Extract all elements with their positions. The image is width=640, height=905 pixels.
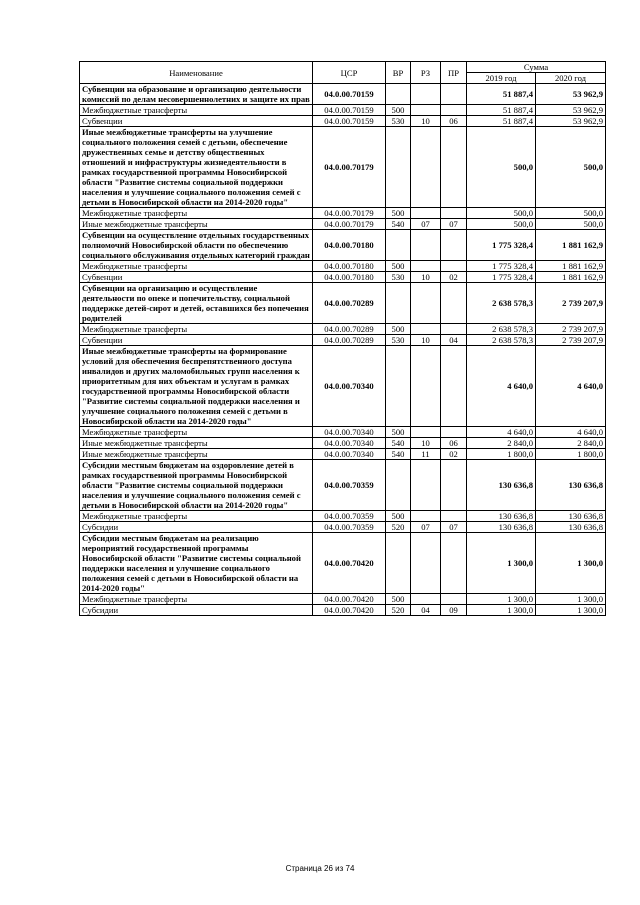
cell-rz: 10: [411, 116, 441, 127]
table-row: [80, 522, 606, 533]
cell-pr: 06: [441, 438, 467, 449]
cell-pr: [441, 127, 467, 208]
cell-csr: 04.0.00.70179: [313, 127, 386, 208]
cell-name: Иные межбюджетные трансферты: [80, 219, 313, 230]
cell-rz: [411, 346, 441, 427]
cell-pr: [441, 261, 467, 272]
table-header: [80, 62, 606, 84]
cell-pr: 07: [441, 219, 467, 230]
cell-rz: 04: [411, 605, 441, 616]
cell-2020: 500,0: [536, 127, 606, 208]
cell-2019: 500,0: [467, 208, 536, 219]
cell-2019: 2 840,0: [467, 438, 536, 449]
cell-rz: [411, 533, 441, 594]
cell-pr: [441, 511, 467, 522]
cell-name: Межбюджетные трансферты: [80, 427, 313, 438]
table-row-program: [80, 346, 606, 427]
cell-vr: 530: [386, 335, 411, 346]
table-body: [80, 84, 606, 616]
cell-2020: 130 636,8: [536, 522, 606, 533]
table-row-program: [80, 460, 606, 511]
cell-rz: [411, 230, 441, 261]
cell-rz: 11: [411, 449, 441, 460]
header-name: Наименование: [80, 62, 313, 84]
cell-vr: 540: [386, 438, 411, 449]
cell-name: Межбюджетные трансферты: [80, 594, 313, 605]
cell-vr: [386, 533, 411, 594]
cell-csr: 04.0.00.70289: [313, 324, 386, 335]
cell-vr: [386, 460, 411, 511]
table-row: [80, 105, 606, 116]
page-footer: Страница 26 из 74: [285, 864, 355, 873]
cell-2020: 1 800,0: [536, 449, 606, 460]
header-sum: Сумма: [467, 62, 606, 73]
table-row: [80, 438, 606, 449]
table-row: [80, 335, 606, 346]
cell-2020: 4 640,0: [536, 346, 606, 427]
cell-pr: 07: [441, 522, 467, 533]
cell-csr: 04.0.00.70359: [313, 511, 386, 522]
cell-vr: 530: [386, 272, 411, 283]
cell-pr: [441, 346, 467, 427]
cell-csr: 04.0.00.70420: [313, 533, 386, 594]
cell-2020: 2 739 207,9: [536, 324, 606, 335]
cell-pr: 04: [441, 335, 467, 346]
cell-2019: 500,0: [467, 127, 536, 208]
cell-name: Межбюджетные трансферты: [80, 324, 313, 335]
cell-name: Субсидии местным бюджетам на реализацию мероприятий государственной программы Новосибирской области "Развитие системы социальной поддержки населения и улучшение социального положения семей с детьми в Новосибирской области на 2014-2020 годы": [80, 533, 313, 594]
cell-csr: 04.0.00.70420: [313, 594, 386, 605]
cell-vr: 520: [386, 522, 411, 533]
cell-vr: [386, 84, 411, 105]
table-row-program: [80, 533, 606, 594]
cell-name: Иные межбюджетные трансферты на улучшение социального положения семей с детьми, обеспечение дружественных семье и детству общественных отношений и инфраструктуры жизнедеятельности в рамках государственной программы Новосибирской области "Развитие системы социальной поддержки населения и улучшение социального положения семей с детьми в Новосибирской области на 2014-2020 годы": [80, 127, 313, 208]
table-row: [80, 594, 606, 605]
cell-2019: 2 638 578,3: [467, 335, 536, 346]
cell-pr: [441, 427, 467, 438]
cell-rz: [411, 460, 441, 511]
cell-2019: 130 636,8: [467, 522, 536, 533]
cell-csr: 04.0.00.70340: [313, 427, 386, 438]
cell-csr: 04.0.00.70289: [313, 335, 386, 346]
cell-csr: 04.0.00.70340: [313, 346, 386, 427]
cell-rz: 10: [411, 335, 441, 346]
cell-name: Субвенции: [80, 116, 313, 127]
cell-vr: 500: [386, 324, 411, 335]
cell-2020: 1 881 162,9: [536, 272, 606, 283]
cell-2019: 4 640,0: [467, 427, 536, 438]
cell-2020: 53 962,9: [536, 105, 606, 116]
cell-name: Субвенции на осуществление отдельных государственных полномочий Новосибирской области по обеспечению социального обслуживания отдельных категорий граждан: [80, 230, 313, 261]
cell-2019: 1 300,0: [467, 533, 536, 594]
cell-vr: 540: [386, 449, 411, 460]
table-row: [80, 219, 606, 230]
cell-vr: 500: [386, 105, 411, 116]
cell-2019: 51 887,4: [467, 116, 536, 127]
cell-name: Межбюджетные трансферты: [80, 511, 313, 522]
cell-name: Иные межбюджетные трансферты: [80, 438, 313, 449]
cell-name: Межбюджетные трансферты: [80, 208, 313, 219]
header-2020: 2020 год: [536, 73, 606, 84]
cell-csr: 04.0.00.70289: [313, 283, 386, 324]
header-csr: ЦСР: [313, 62, 386, 84]
cell-2019: 2 638 578,3: [467, 283, 536, 324]
cell-vr: 500: [386, 594, 411, 605]
cell-2019: 130 636,8: [467, 511, 536, 522]
cell-rz: [411, 594, 441, 605]
cell-pr: 02: [441, 449, 467, 460]
cell-csr: 04.0.00.70180: [313, 261, 386, 272]
cell-name: Субсидии: [80, 605, 313, 616]
cell-csr: 04.0.00.70359: [313, 460, 386, 511]
cell-name: Субвенции: [80, 335, 313, 346]
cell-name: Субсидии местным бюджетам на оздоровление детей в рамках государственной программы Новосибирской области "Развитие системы социальной поддержки населения и улучшение социального положения семей с детьми в Новосибирской области на 2014-2020 годы": [80, 460, 313, 511]
cell-vr: 530: [386, 116, 411, 127]
cell-2020: 2 739 207,9: [536, 283, 606, 324]
cell-csr: 04.0.00.70159: [313, 105, 386, 116]
cell-2019: 1 775 328,4: [467, 261, 536, 272]
cell-2020: 1 300,0: [536, 533, 606, 594]
cell-vr: 500: [386, 261, 411, 272]
cell-2020: 2 840,0: [536, 438, 606, 449]
cell-csr: 04.0.00.70180: [313, 272, 386, 283]
cell-pr: [441, 324, 467, 335]
cell-name: Иные межбюджетные трансферты на формирование условий для обеспечения беспрепятственного доступа инвалидов и других маломобильных групп населения к приоритетным для них объектам и услугам в рамках государственной программы Новосибирской области "Развитие системы социальной поддержки населения и улучшение социального положения семей с детьми в Новосибирской области на 2014-2020 годы": [80, 346, 313, 427]
cell-pr: 02: [441, 272, 467, 283]
cell-pr: 06: [441, 116, 467, 127]
cell-2019: 1 800,0: [467, 449, 536, 460]
cell-pr: [441, 460, 467, 511]
cell-2020: 500,0: [536, 219, 606, 230]
table-row: [80, 208, 606, 219]
cell-rz: [411, 84, 441, 105]
cell-csr: 04.0.00.70340: [313, 449, 386, 460]
cell-name: Субвенции: [80, 272, 313, 283]
cell-2020: 53 962,9: [536, 84, 606, 105]
cell-vr: 500: [386, 427, 411, 438]
header-vr: ВР: [386, 62, 411, 84]
table-row: [80, 116, 606, 127]
cell-pr: 09: [441, 605, 467, 616]
cell-rz: 07: [411, 219, 441, 230]
cell-vr: [386, 346, 411, 427]
table-row-program: [80, 230, 606, 261]
cell-pr: [441, 230, 467, 261]
header-2019: 2019 год: [467, 73, 536, 84]
table-row-program: [80, 283, 606, 324]
cell-csr: 04.0.00.70179: [313, 219, 386, 230]
cell-rz: [411, 208, 441, 219]
cell-rz: [411, 324, 441, 335]
table-row: [80, 272, 606, 283]
header-rz: РЗ: [411, 62, 441, 84]
cell-2020: 500,0: [536, 208, 606, 219]
cell-rz: [411, 283, 441, 324]
cell-2019: 4 640,0: [467, 346, 536, 427]
cell-pr: [441, 594, 467, 605]
cell-2020: 130 636,8: [536, 460, 606, 511]
cell-2020: 2 739 207,9: [536, 335, 606, 346]
cell-2019: 500,0: [467, 219, 536, 230]
cell-csr: 04.0.00.70180: [313, 230, 386, 261]
cell-2019: 1 775 328,4: [467, 230, 536, 261]
budget-table: [79, 61, 606, 616]
cell-vr: 520: [386, 605, 411, 616]
cell-2020: 1 300,0: [536, 594, 606, 605]
header-pr: ПР: [441, 62, 467, 84]
table-row: [80, 427, 606, 438]
cell-name: Субвенции на образование и организацию деятельности комиссий по делам несовершеннолетних и защите их прав: [80, 84, 313, 105]
cell-2020: 1 881 162,9: [536, 230, 606, 261]
cell-rz: 10: [411, 438, 441, 449]
table-row: [80, 605, 606, 616]
cell-vr: 540: [386, 219, 411, 230]
cell-vr: [386, 283, 411, 324]
cell-2019: 51 887,4: [467, 105, 536, 116]
cell-csr: 04.0.00.70179: [313, 208, 386, 219]
cell-2020: 4 640,0: [536, 427, 606, 438]
cell-rz: [411, 105, 441, 116]
cell-rz: [411, 511, 441, 522]
cell-pr: [441, 208, 467, 219]
cell-pr: [441, 84, 467, 105]
cell-vr: [386, 127, 411, 208]
cell-2020: 1 881 162,9: [536, 261, 606, 272]
cell-name: Субсидии: [80, 522, 313, 533]
table-row: [80, 324, 606, 335]
cell-2020: 130 636,8: [536, 511, 606, 522]
cell-csr: 04.0.00.70420: [313, 605, 386, 616]
cell-csr: 04.0.00.70159: [313, 84, 386, 105]
cell-rz: 07: [411, 522, 441, 533]
cell-2020: 53 962,9: [536, 116, 606, 127]
cell-vr: 500: [386, 208, 411, 219]
cell-vr: 500: [386, 511, 411, 522]
cell-pr: [441, 105, 467, 116]
table-row: [80, 449, 606, 460]
cell-name: Межбюджетные трансферты: [80, 261, 313, 272]
cell-rz: 10: [411, 272, 441, 283]
cell-rz: [411, 261, 441, 272]
cell-2019: 1 775 328,4: [467, 272, 536, 283]
cell-name: Субвенции на организацию и осуществление деятельности по опеке и попечительству, социальной поддержке детей-сирот и детей, оставшихся без попечения родителей: [80, 283, 313, 324]
cell-csr: 04.0.00.70359: [313, 522, 386, 533]
cell-2019: 1 300,0: [467, 594, 536, 605]
table-row-program: [80, 127, 606, 208]
cell-name: Межбюджетные трансферты: [80, 105, 313, 116]
cell-2020: 1 300,0: [536, 605, 606, 616]
cell-2019: 2 638 578,3: [467, 324, 536, 335]
cell-rz: [411, 427, 441, 438]
cell-rz: [411, 127, 441, 208]
cell-pr: [441, 283, 467, 324]
cell-2019: 51 887,4: [467, 84, 536, 105]
cell-vr: [386, 230, 411, 261]
cell-2019: 130 636,8: [467, 460, 536, 511]
cell-name: Иные межбюджетные трансферты: [80, 449, 313, 460]
cell-csr: 04.0.00.70340: [313, 438, 386, 449]
table-row: [80, 261, 606, 272]
cell-2019: 1 300,0: [467, 605, 536, 616]
table-row: [80, 511, 606, 522]
cell-csr: 04.0.00.70159: [313, 116, 386, 127]
cell-pr: [441, 533, 467, 594]
table-row-program: [80, 84, 606, 105]
